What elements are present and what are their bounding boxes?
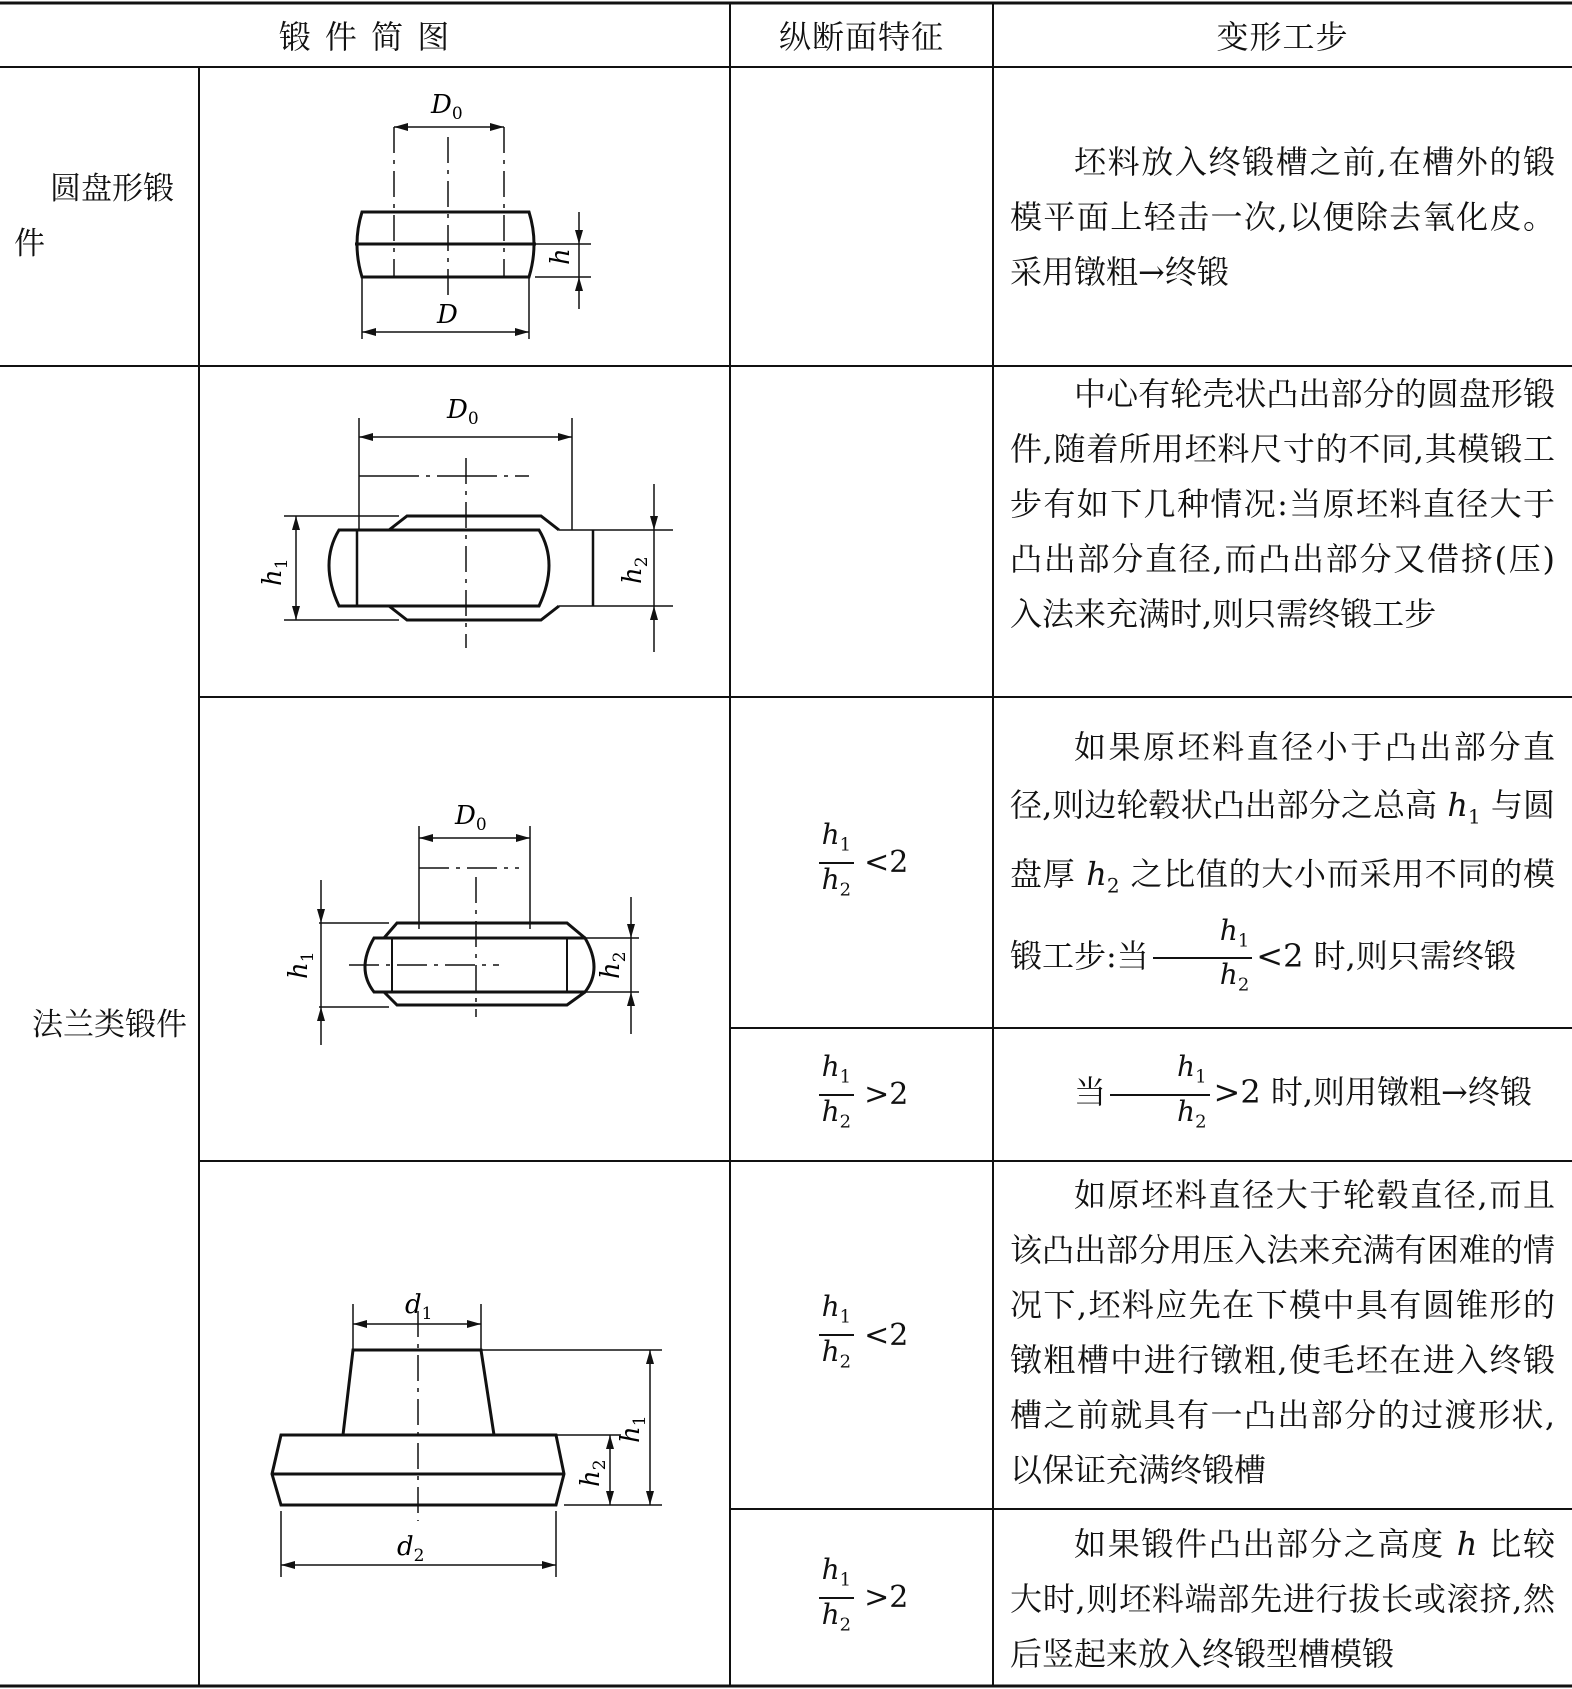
label-h1: $h_1$	[616, 1415, 650, 1443]
steps-r2	[1010, 367, 1555, 642]
steps-r4b-text-1: 如果锻件凸出部分之高度	[1074, 1525, 1457, 1563]
category-flange: 法兰类锻件	[32, 1007, 187, 1043]
label-h: h	[546, 248, 576, 265]
steps-r3a	[1010, 718, 1555, 1002]
steps-r2-text: 中心有轮壳状凸出部分的圆盘形锻件,随着所用坯料尺寸的不同,其模锻工步有如下几种情况:当原坯料直径大于凸出部分直径,而凸出部分又借挤(压)入法来充满时,则只需终锻工步	[1010, 375, 1555, 633]
label-d2: $d_2$	[397, 1532, 425, 1566]
feature-fraction: $\frac{h_1}{h_2}$	[819, 1051, 855, 1138]
feature-fraction: $\frac{h_1}{h_2}$	[819, 1554, 855, 1641]
var-h2: $h_2$	[1086, 855, 1120, 898]
feature-fraction: $\frac{h_1}{h_2}$	[819, 1291, 855, 1378]
steps-r3a-text-4: <2 时,则只需终锻	[1256, 936, 1516, 975]
header-feature: 纵断面特征	[778, 18, 944, 56]
steps-r3a-text-3: 之比值的大小而采用不同的模锻工步:当	[1010, 855, 1555, 975]
inline-fraction: $\frac{h_1}{h_2}$	[1153, 915, 1253, 1002]
feature-r3a	[730, 697, 993, 1028]
var-h: h	[1456, 1525, 1478, 1563]
label-h1: $h_1$	[258, 558, 292, 586]
header-sketch: 锻 件 简 图	[278, 18, 452, 56]
label-d1: $d_1$	[405, 1290, 433, 1324]
category-disc	[14, 162, 194, 272]
steps-r1	[1010, 135, 1555, 300]
feature-operator: <2	[864, 1317, 909, 1353]
sketch-flange-hub	[199, 366, 730, 697]
label-h2: $h_2$	[618, 556, 652, 584]
steps-r4a	[1010, 1168, 1555, 1498]
label-d0: $D_0$	[455, 801, 487, 835]
steps-r3b-text-2: >2 时,则用镦粗→终锻	[1213, 1073, 1532, 1111]
steps-r3a-text-1: 如果原坯料直径小于凸出部分直径,则边轮毂状凸出部分之总高	[1010, 728, 1555, 824]
feature-operator: >2	[864, 1580, 909, 1615]
header-steps: 变形工步	[1216, 18, 1349, 56]
steps-r3b-text-1: 当	[1074, 1073, 1107, 1111]
label-h2: $h_2$	[596, 951, 630, 979]
sketch-flange-small	[199, 697, 730, 1161]
feature-operator: <2	[864, 845, 909, 880]
label-d: D	[437, 300, 458, 330]
label-d0: $D_0$	[431, 90, 463, 124]
feature-operator: >2	[864, 1077, 909, 1112]
steps-r1-text: 坯料放入终锻槽之前,在槽外的锻模平面上轻击一次,以便除去氧化皮。采用镦粗→终锻	[1010, 143, 1555, 291]
steps-r4b	[1010, 1517, 1555, 1682]
feature-r4a	[730, 1161, 993, 1509]
sketch-flange-tall-hub	[199, 1161, 730, 1686]
label-h1: $h_1$	[284, 951, 318, 979]
label-d0: $D_0$	[447, 395, 479, 429]
var-h1: $h_1$	[1447, 786, 1481, 829]
sketch-disc	[199, 67, 730, 366]
category-disc-label: 圆盘形锻件	[14, 171, 174, 262]
feature-r3b	[730, 1028, 993, 1161]
steps-r3a-text-2: 与圆盘厚	[1010, 786, 1555, 894]
inline-fraction: $\frac{h_1}{h_2}$	[1110, 1051, 1210, 1138]
feature-r4b	[730, 1509, 993, 1686]
label-h2: $h_2$	[576, 1459, 610, 1487]
steps-r4a-text: 如原坯料直径大于轮毂直径,而且该凸出部分用压入法来充满有困难的情况下,坯料应先在下模中具有圆锥形的镦粗槽中进行镦粗,使毛坯在进入终锻槽之前就具有一凸出部分的过渡形状,以保证充满终锻槽	[1010, 1176, 1555, 1489]
steps-r3b	[1010, 1028, 1555, 1161]
feature-fraction: $\frac{h_1}{h_2}$	[819, 819, 855, 906]
steps-r4b-text-2: 比较大时,则坯料端部先进行拔长或滚挤,然后竖起来放入终锻型槽模锻	[1010, 1525, 1555, 1673]
